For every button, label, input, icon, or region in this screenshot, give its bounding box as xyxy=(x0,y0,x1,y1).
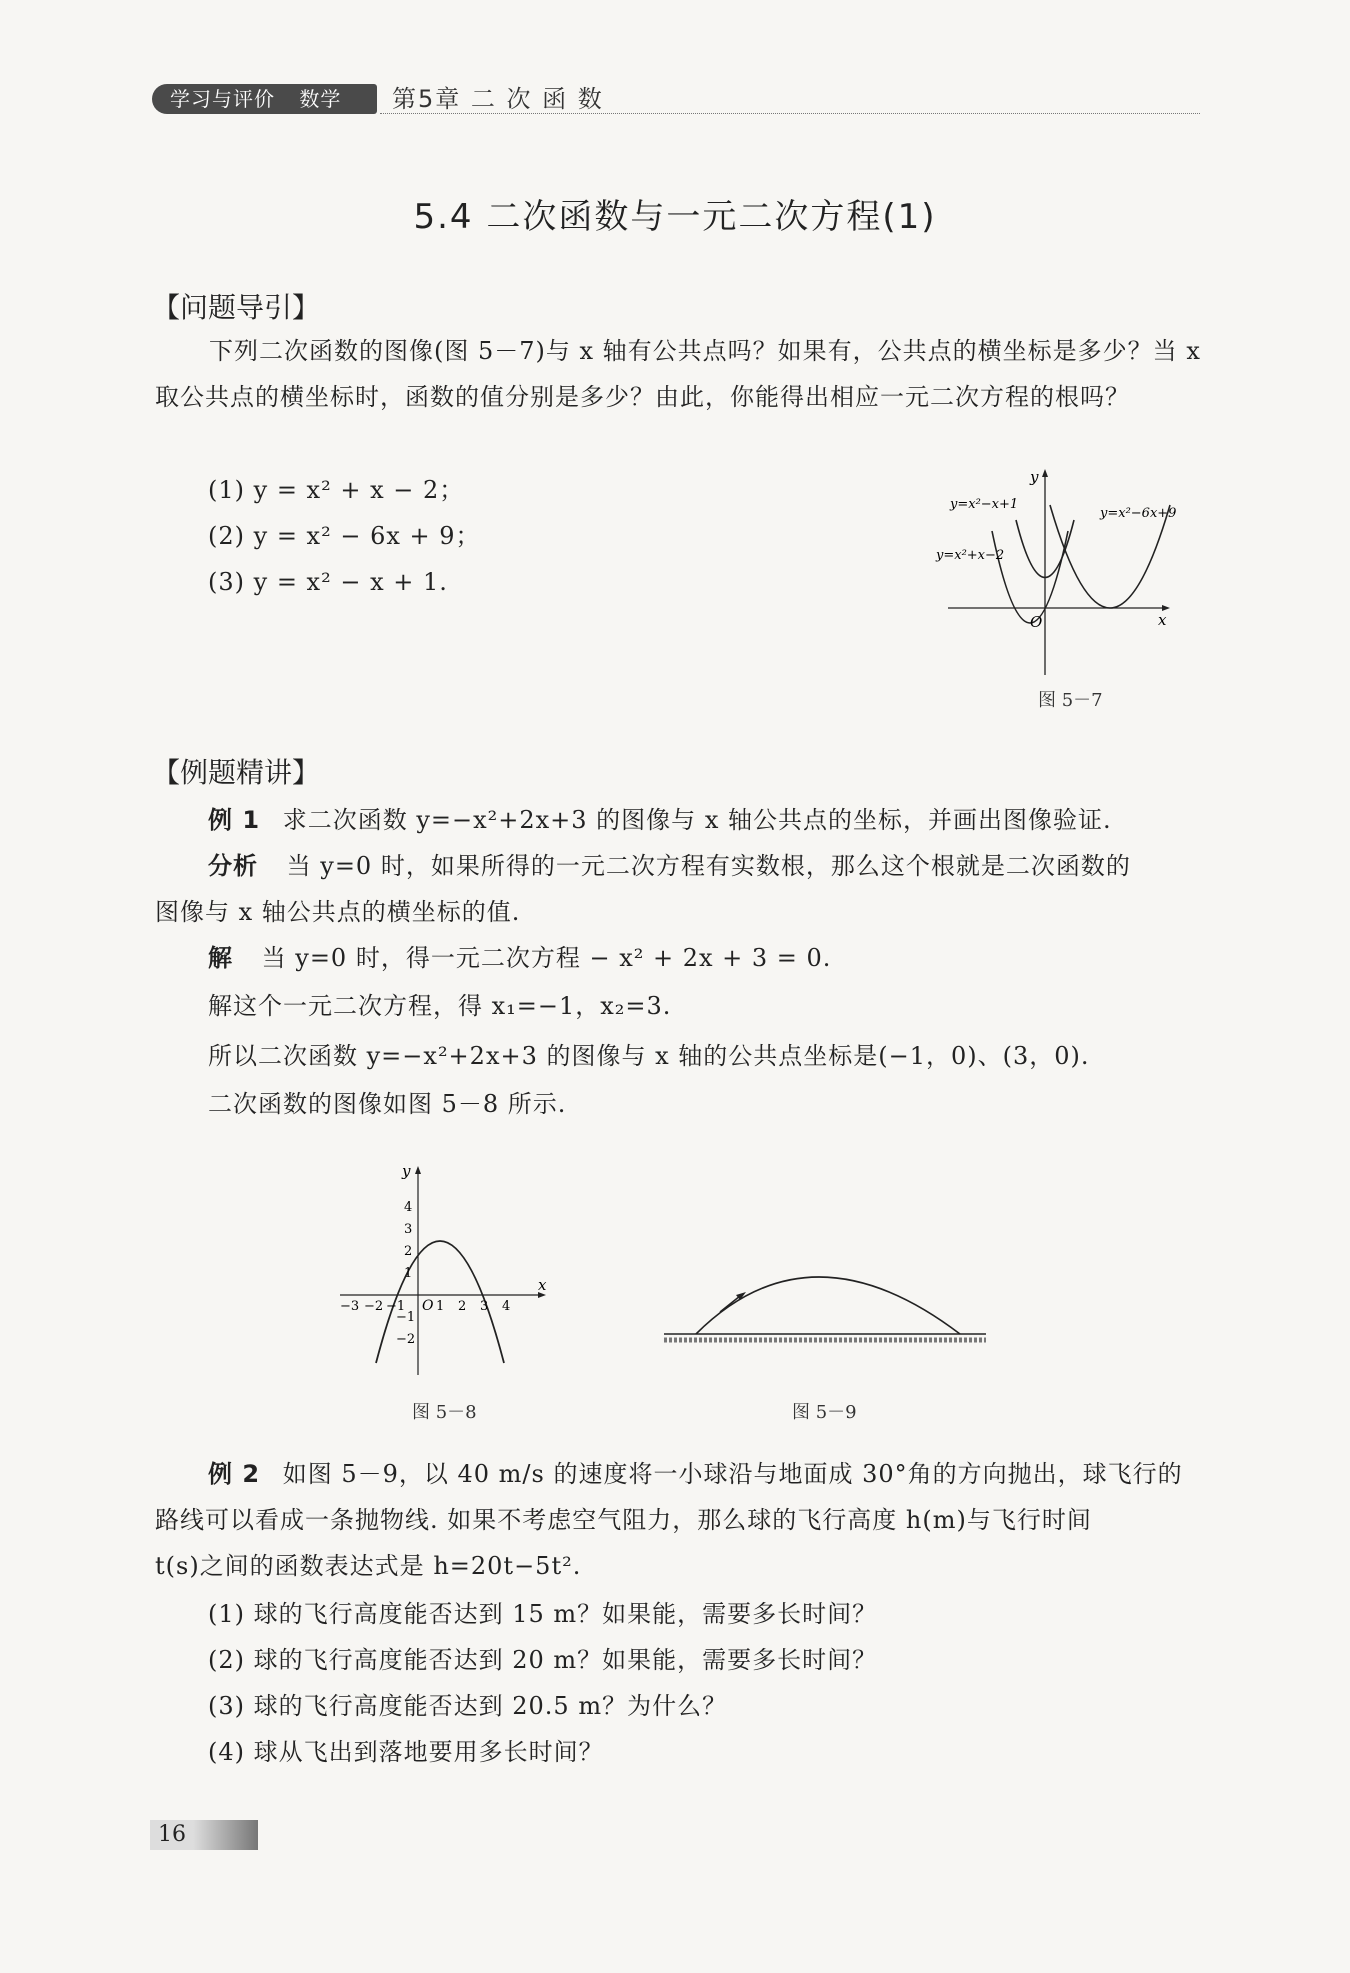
example-2-text-1: 如图 5－9，以 40 m/s 的速度将一小球沿与地面成 30°角的方向抛出，球飞行的 xyxy=(282,1460,1183,1488)
header-book-title: 学习与评价 xyxy=(170,87,275,111)
fig8-origin: O xyxy=(422,1298,434,1314)
fig8-tick-x-2: 2 xyxy=(458,1299,467,1314)
example-2-line-1 xyxy=(208,1454,1183,1494)
fig8-y-label: y xyxy=(402,1162,411,1180)
analysis-text-1: 当 y=0 时，如果所得的一元二次方程有实数根，那么这个根就是二次函数的 xyxy=(286,852,1131,880)
analysis-label: 分析 xyxy=(208,852,258,880)
header-divider xyxy=(380,113,1200,114)
solution-line-4: 二次函数的图像如图 5－8 所示. xyxy=(208,1090,567,1118)
fig8-tick-x-neg2: −2 xyxy=(364,1299,384,1314)
solution-label: 解 xyxy=(208,944,233,972)
figure-5-8-caption: 图 5－8 xyxy=(412,1402,477,1423)
question-4: (4) 球从飞出到落地要用多长时间？ xyxy=(208,1738,604,1766)
page-number-badge xyxy=(150,1820,258,1850)
header-chapter: 第5章 二 次 函 数 xyxy=(392,85,604,113)
fig7-origin: O xyxy=(1030,613,1043,631)
section-heading-guide: 【问题导引】 xyxy=(152,291,321,324)
fig8-tick-x-1: 1 xyxy=(436,1299,445,1314)
fig8-tick-x-4: 4 xyxy=(502,1299,511,1314)
fig8-tick-y-2: 2 xyxy=(404,1244,413,1259)
example-1-text: 求二次函数 y=−x²+2x+3 的图像与 x 轴公共点的坐标，并画出图像验证. xyxy=(282,806,1112,834)
fig9-trajectory xyxy=(696,1277,960,1334)
fig7-label-a: y=x²−x+1 xyxy=(950,497,1019,512)
figure-5-9-caption: 图 5－9 xyxy=(792,1402,857,1423)
fig7-label-c: y=x²+x−2 xyxy=(936,548,1005,563)
figure-5-9 xyxy=(660,1260,990,1350)
header-subject: 数学 xyxy=(299,87,342,111)
fig8-tick-y-4: 4 xyxy=(404,1200,413,1215)
fig8-tick-y-1: 1 xyxy=(404,1266,413,1281)
question-3: (3) 球的飞行高度能否达到 20.5 m？为什么？ xyxy=(208,1692,728,1720)
fig8-tick-x-neg3: −3 xyxy=(340,1299,360,1314)
example-2-text-2: 路线可以看成一条抛物线. 如果不考虑空气阻力，那么球的飞行高度 h(m)与飞行时间 xyxy=(155,1506,1092,1534)
fig8-y-arrow xyxy=(415,1166,421,1174)
example-2-label: 例 2 xyxy=(208,1460,261,1488)
page-title: 5.4 二次函数与一元二次方程(1) xyxy=(413,197,937,237)
figure-5-7 xyxy=(930,465,1210,675)
solution-text: 当 y=0 时，得一元二次方程 − x² + 2x + 3 = 0. xyxy=(261,944,832,972)
solution-line-1 xyxy=(208,938,831,978)
fig7-curve-c xyxy=(992,531,1068,623)
fig8-tick-x-3: 3 xyxy=(480,1299,489,1314)
example-1 xyxy=(208,800,1112,840)
guide-intro-text: 下列二次函数的图像(图 5－7)与 x 轴有公共点吗？如果有，公共点的横坐标是多少？当 x 取公共点的横坐标时，函数的值分别是多少？由此，你能得出相应一元二次方程的根吗？ xyxy=(155,337,1201,411)
fig8-tick-x-neg1: −1 xyxy=(386,1299,406,1314)
question-1: (1) 球的飞行高度能否达到 15 m？如果能，需要多长时间？ xyxy=(208,1600,878,1628)
function-item-2: (2) y = x² − 6x + 9； xyxy=(208,522,481,550)
analysis-text-2: 图像与 x 轴公共点的横坐标的值. xyxy=(155,898,521,926)
header-book-badge xyxy=(152,84,377,114)
solution-line-2: 解这个一元二次方程，得 x₁=−1，x₂=3. xyxy=(208,992,672,1020)
example-2-text-3: t(s)之间的函数表达式是 h=20t−5t². xyxy=(155,1552,582,1580)
analysis-line-1 xyxy=(208,846,1131,886)
fig8-tick-y-neg1: −1 xyxy=(396,1310,416,1325)
function-item-1: (1) y = x² + x − 2； xyxy=(208,476,465,504)
fig7-x-label: x xyxy=(1158,611,1167,629)
fig8-tick-y-3: 3 xyxy=(404,1222,413,1237)
figure-5-7-caption: 图 5－7 xyxy=(1038,690,1103,711)
fig9-direction-line xyxy=(720,1296,740,1312)
example-1-label: 例 1 xyxy=(208,806,261,834)
fig8-y-tick-labels xyxy=(396,1200,415,1347)
page-number: 16 xyxy=(158,1822,186,1847)
section-heading-examples: 【例题精讲】 xyxy=(152,756,321,789)
fig7-label-b: y=x²−6x+9 xyxy=(1100,506,1177,521)
question-2: (2) 球的飞行高度能否达到 20 m？如果能，需要多长时间？ xyxy=(208,1646,878,1674)
fig7-y-label: y xyxy=(1030,468,1039,486)
function-item-3: (3) y = x² − x + 1. xyxy=(208,568,448,596)
fig7-y-arrow xyxy=(1042,469,1048,477)
solution-line-3: 所以二次函数 y=−x²+2x+3 的图像与 x 轴的公共点坐标是(−1，0)、(3，0). xyxy=(208,1042,1090,1070)
figure-5-8 xyxy=(330,1160,560,1375)
fig8-tick-y-neg2: −2 xyxy=(396,1332,416,1347)
fig8-x-label: x xyxy=(538,1276,547,1294)
